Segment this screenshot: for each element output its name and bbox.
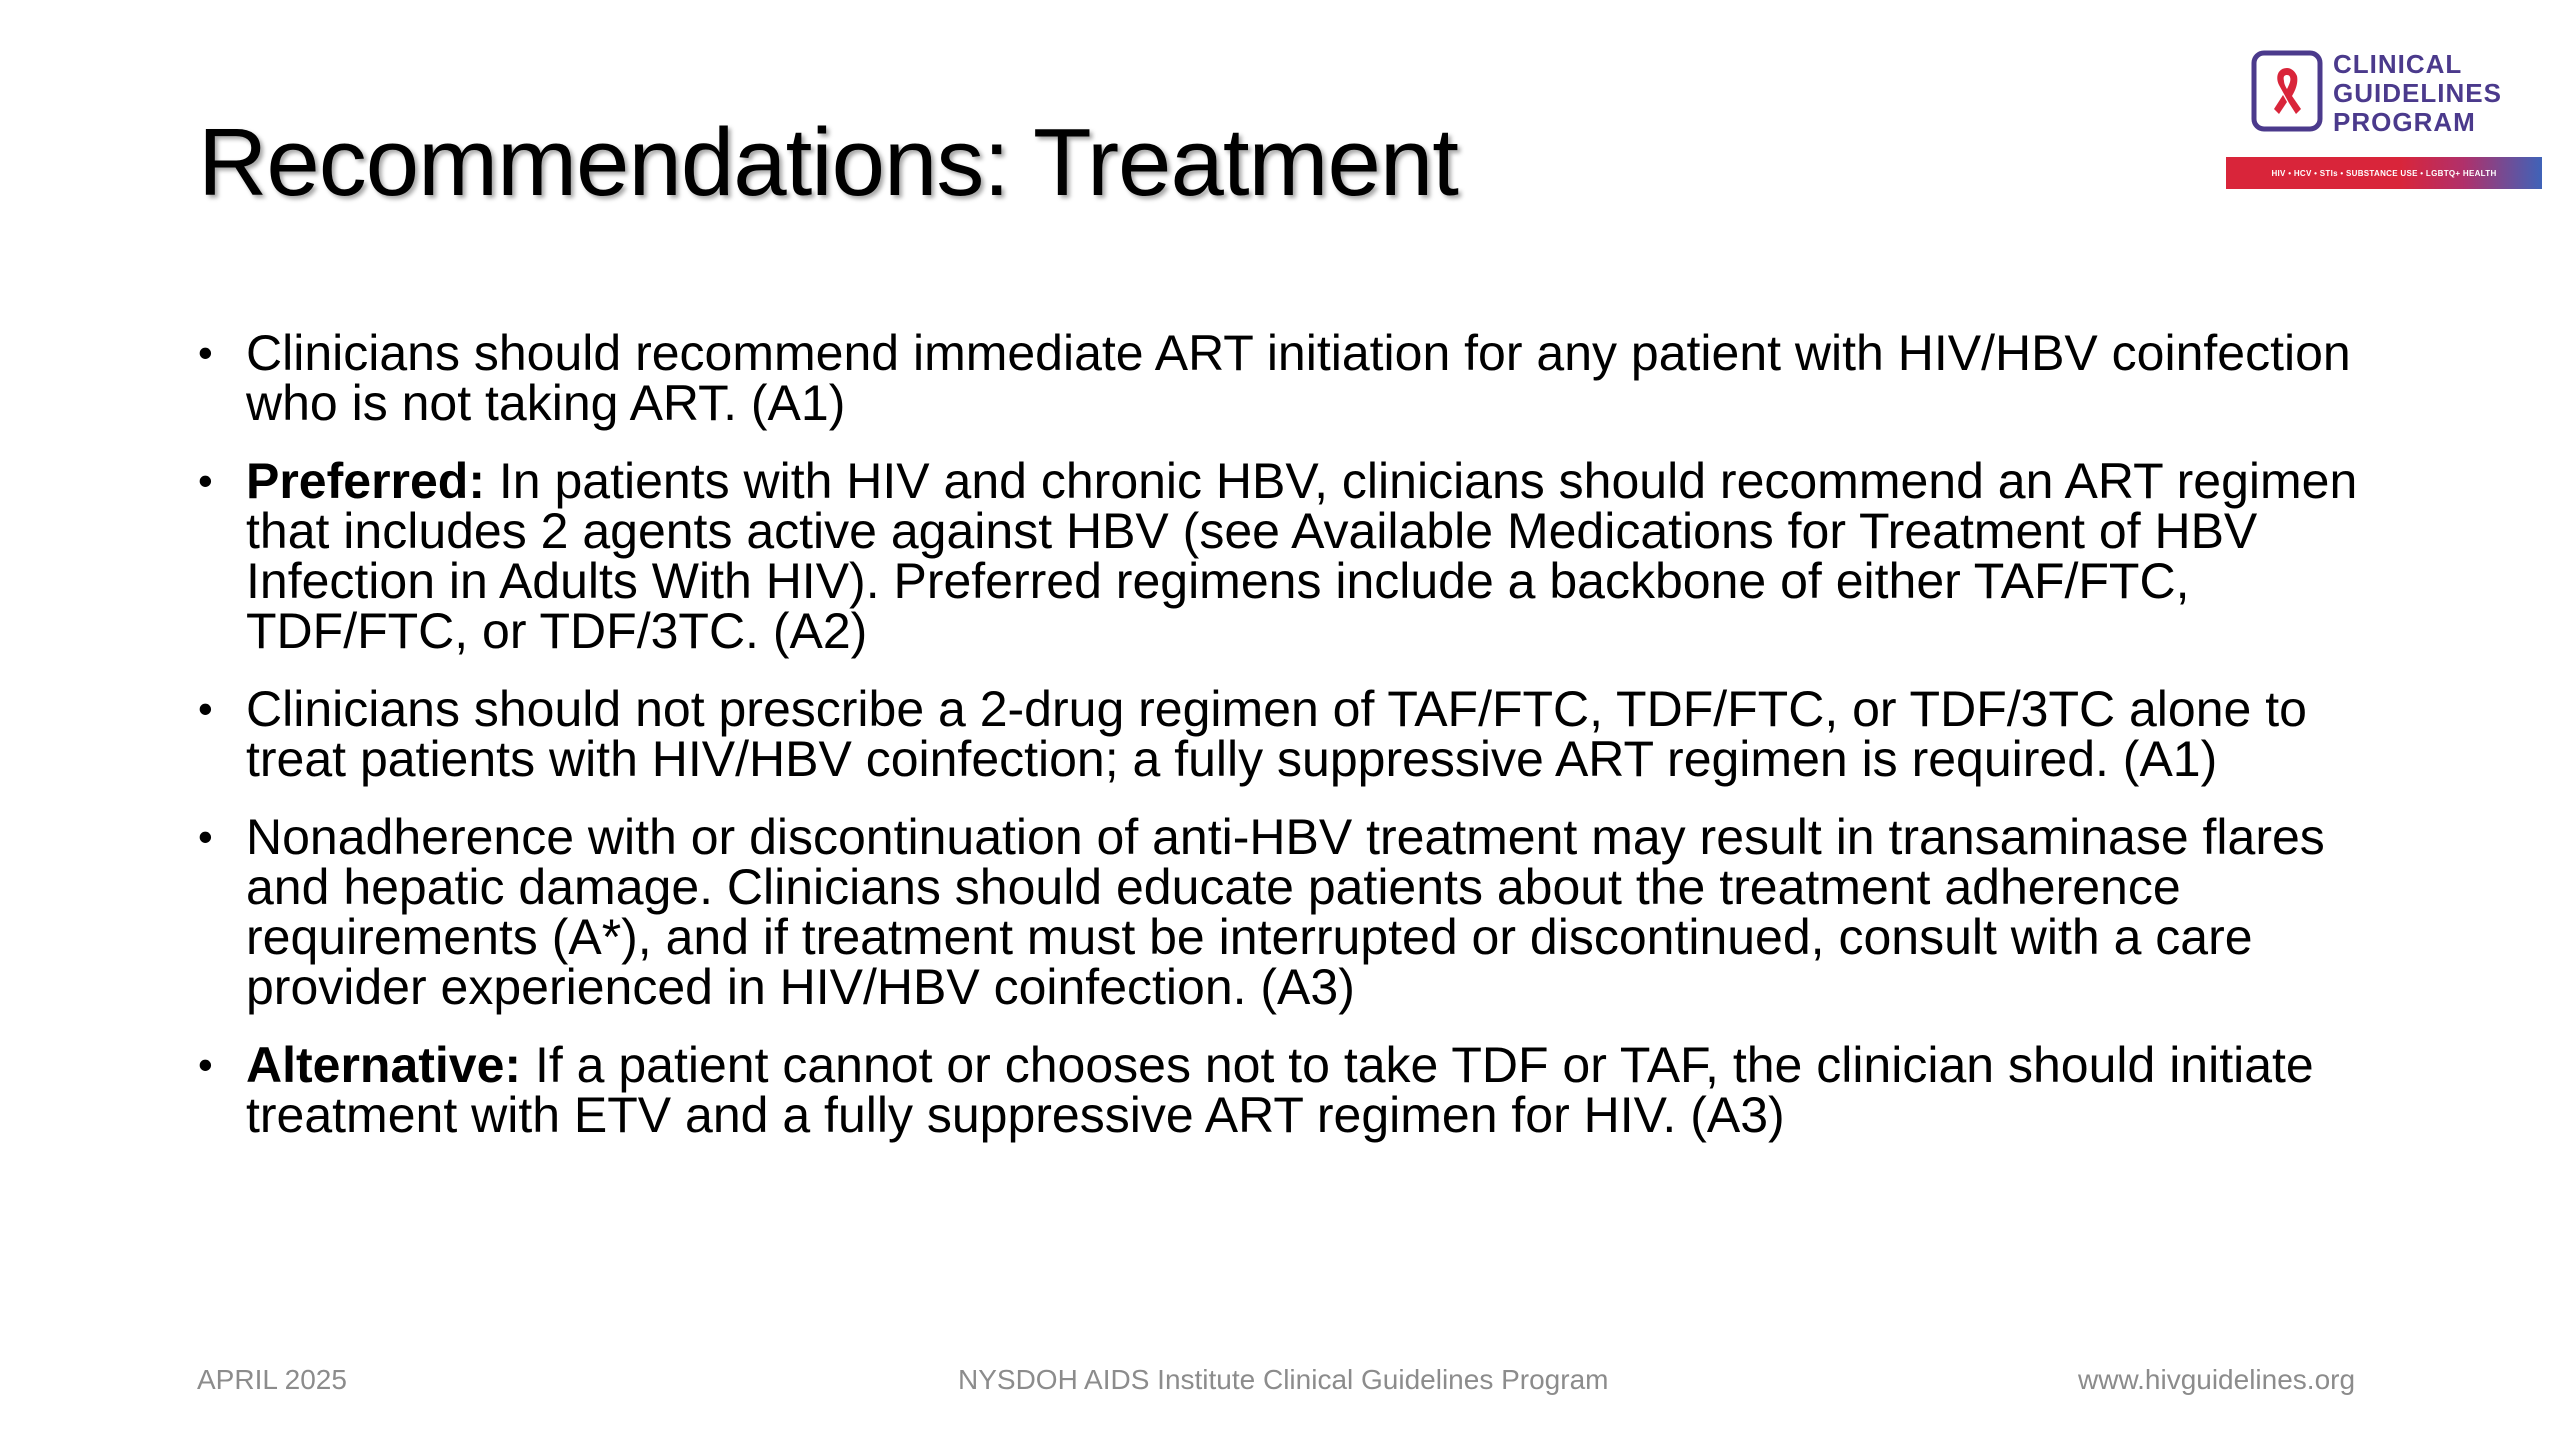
footer-website-url: www.hivguidelines.org: [2078, 1364, 2356, 1395]
clinical-guidelines-program-logo: [2226, 50, 2546, 190]
bullet-text: Clinicians should not prescribe a 2-drug regimen of TAF/FTC, TDF/FTC, or TDF/3TC alone to treat patients with HIV/HBV coinfection; a fully suppressive ART regimen is required. (A1): [246, 681, 2307, 787]
logo-tagline: HIV • HCV • STIs • SUBSTANCE USE • LGBTQ+ HEALTH: [2271, 168, 2497, 178]
slide-title: Recommendations: Treatment: [198, 109, 1458, 216]
recommendation-item-preferred: [198, 453, 2398, 659]
bullet-marker: •: [198, 685, 213, 732]
bullet-marker: •: [198, 1041, 213, 1088]
logo-wordmark: [2333, 50, 2502, 137]
logo-line-clinical: CLINICAL: [2333, 49, 2463, 79]
recommendation-item-alternative: [198, 1037, 2398, 1143]
bullet-marker: •: [198, 457, 213, 504]
bullet-marker: •: [198, 813, 213, 860]
bullet-text: Nonadherence with or discontinuation of anti-HBV treatment may result in transaminase flares and hepatic damage. Clinicians should educate patients about the treatment adherence requirements (A*), and if treatment must be interrupted or discontinued, consult with a care provider experienced in HIV/HBV coinfection. (A3): [246, 809, 2325, 1015]
recommendation-item-immediate-art: [198, 325, 2398, 431]
recommendation-item-nonadherence: [198, 809, 2398, 1015]
recommendation-item-no-2-drug-regimen: [198, 681, 2398, 787]
bullet-lead: Alternative:: [246, 1037, 522, 1093]
bullet-marker: •: [198, 329, 213, 376]
footer-date: APRIL 2025: [197, 1364, 347, 1395]
red-ribbon-icon: [2251, 50, 2323, 132]
logo-line-guidelines: GUIDELINES: [2333, 78, 2502, 108]
logo-line-program: PROGRAM: [2333, 107, 2476, 137]
bullet-text: Clinicians should recommend immediate ART initiation for any patient with HIV/HBV coinfection who is not taking ART. (A1): [246, 325, 2351, 431]
bullet-lead: Preferred:: [246, 453, 485, 509]
bullet-text: In patients with HIV and chronic HBV, clinicians should recommend an ART regimen that includes 2 agents active against HBV (see Available Medications for Treatment of HBV Infection in Adults With HIV). Preferred regimens include a backbone of either TAF/FTC, TDF/FTC, or TDF/3TC. (A2): [246, 453, 2358, 659]
recommendation-list: [198, 325, 2398, 1168]
footer-program-name: NYSDOH AIDS Institute Clinical Guidelines Program: [958, 1364, 1609, 1395]
logo-tagline-bar: [2226, 157, 2542, 189]
bullet-text: If a patient cannot or chooses not to take TDF or TAF, the clinician should initiate treatment with ETV and a fully suppressive ART regimen for HIV. (A3): [246, 1037, 2314, 1143]
